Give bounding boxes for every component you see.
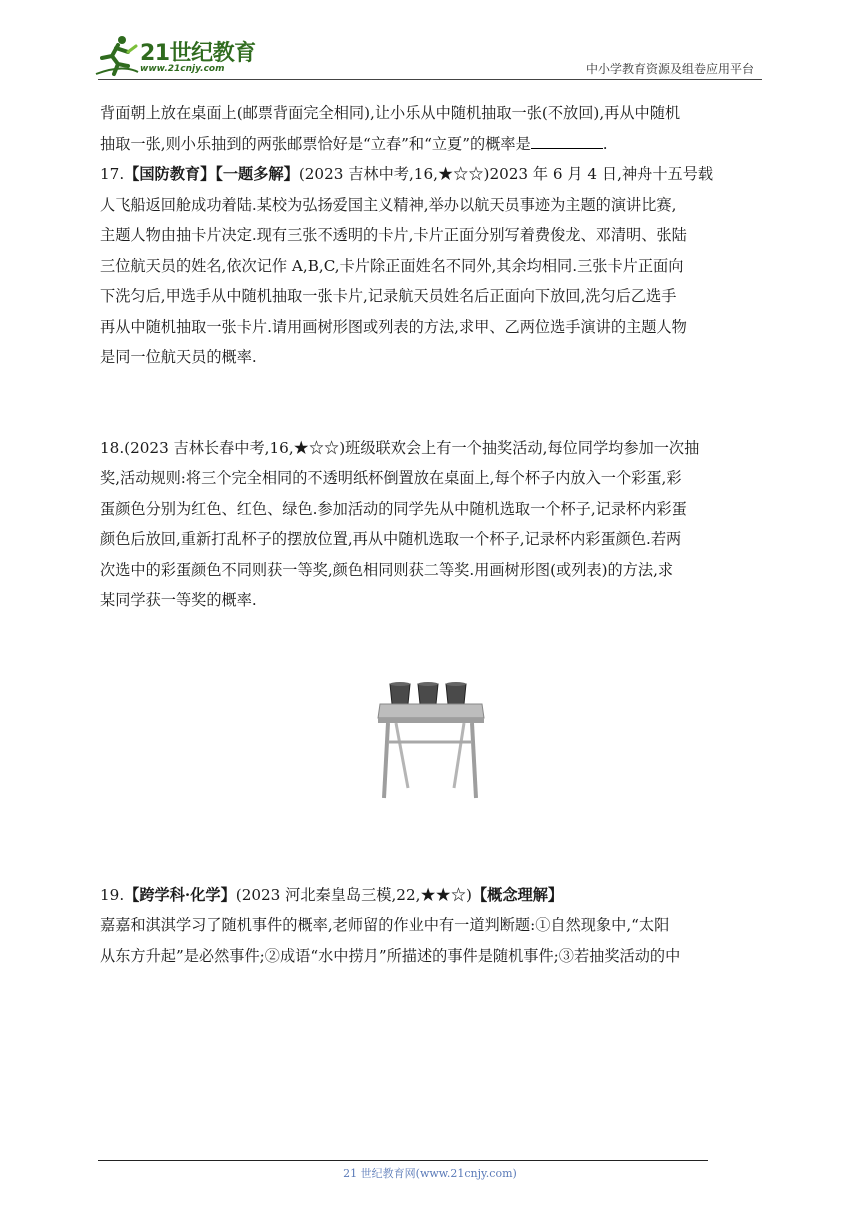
q17-line-1-text: 2023 年 6 月 4 日,神舟十五号载: [489, 165, 714, 183]
question-18: [100, 433, 765, 616]
q18-line-5: 次选中的彩蛋颜色不同则获一等奖,颜色相同则获二等奖.用画树形图(或列表)的方法,求: [100, 560, 674, 579]
q17-line-7: 是同一位航天员的概率.: [100, 348, 257, 366]
q18-line-6: 某同学获一等奖的概率.: [100, 591, 257, 609]
q17-source: (2023 吉林中考,16,★☆☆): [298, 165, 490, 183]
cup-left: [390, 684, 410, 704]
table-leg-back-left: [396, 723, 408, 788]
q19-tag-cross-subject: 【跨学科·化学】: [124, 885, 236, 904]
q17-line-3: 主题人物由抽卡片决定.现有三张不透明的卡片,卡片正面分别写着费俊龙、邓清明、张陆: [100, 226, 687, 244]
question-19: [100, 880, 765, 972]
logo-url-text: www.21cnjy.com: [140, 64, 225, 74]
cup-right-top: [446, 682, 466, 686]
table-leg-left: [384, 723, 388, 798]
table-leg-right: [472, 723, 476, 798]
page-footer: 21 世纪教育网(www.21cnjy.com): [343, 1167, 517, 1180]
document-body: [100, 98, 765, 971]
cup-middle-top: [418, 682, 438, 686]
q17-tag-national-defense: 【国防教育】: [124, 165, 216, 183]
q17-tag-multiple-solutions: 【一题多解】: [215, 165, 299, 183]
header-divider: [98, 79, 762, 80]
q19-line-1: [100, 880, 765, 911]
cup-left-top: [390, 682, 410, 686]
answer-space-17: [100, 373, 765, 433]
cup-right: [446, 684, 466, 704]
question-16-tail: [100, 98, 765, 159]
q18-line-3: 蛋颜色分别为红色、红色、绿色.参加活动的同学先从中随机选取一个杯子,记录杯内彩蛋: [100, 499, 687, 518]
q16-line-1: 背面朝上放在桌面上(邮票背面完全相同),让小乐从中随机抽取一张(不放回),再从中随机: [100, 104, 681, 122]
table-edge: [378, 718, 484, 723]
q18-line-2: 奖,活动规则:将三个完全相同的不透明纸杯倒置放在桌面上,每个杯子内放入一个彩蛋,彩: [100, 469, 682, 487]
q19-number: 19.: [100, 885, 125, 904]
header-platform-text: 中小学教育资源及组卷应用平台: [585, 62, 754, 76]
footer-divider: [98, 1160, 708, 1161]
q19-line-3: 从东方升起”是必然事件;②成语“水中捞月”所描述的事件是随机事件;③若抽奖活动的中: [100, 946, 681, 965]
q17-line-6: 再从中随机抽取一张卡片.请用画树形图或列表的方法,求甲、乙两位选手演讲的主题人物: [100, 317, 687, 336]
q19-tag-concept: 【概念理解】: [471, 885, 564, 904]
question-17: [100, 159, 765, 373]
q19-source: (2023 河北秦皇岛三模,22,★★☆): [235, 885, 472, 904]
q17-line-5: 下洗匀后,甲选手从中随机抽取一张卡片,记录航天员姓名后正面向下放回,洗匀后乙选手: [100, 287, 677, 305]
table-top: [378, 704, 484, 718]
q19-line-2: 嘉嘉和淇淇学习了随机事件的概率,老师留的作业中有一道判断题:①自然现象中,“太阳: [100, 916, 670, 934]
q17-line-2: 人飞船返回舱成功着陆.某校为弘扬爱国主义精神,举办以航天员事迹为主题的演讲比赛,: [100, 195, 677, 214]
q16-line-2: 抽取一张,则小乐抽到的两张邮票恰好是“立春”和“立夏”的概率是 .: [100, 134, 608, 153]
q17-line-1: [100, 159, 765, 190]
q17-line-4: 三位航天员的姓名,依次记作 A,B,C,卡片除正面姓名不同外,其余均相同.三张卡片正面向: [100, 256, 684, 275]
logo-main-text: 21世纪教育: [140, 41, 256, 66]
q18-line-4: 颜色后放回,重新打乱杯子的摆放位置,再从中随机选取一个杯子,记录杯内彩蛋颜色.若两: [100, 530, 682, 548]
q18-line-1: 18.(2023 吉林长春中考,16,★☆☆)班级联欢会上有一个抽奖活动,每位同学均参加一次抽: [100, 438, 700, 457]
q17-number: 17.: [100, 165, 125, 183]
page-header: [0, 0, 860, 90]
cups-on-table-illustration: [376, 676, 486, 800]
answer-blank: [531, 134, 603, 149]
cup-middle: [418, 684, 438, 704]
table-leg-back-right: [454, 723, 464, 788]
q16-line-2-text: 抽取一张,则小乐抽到的两张邮票恰好是“立春”和“立夏”的概率是: [100, 134, 531, 153]
